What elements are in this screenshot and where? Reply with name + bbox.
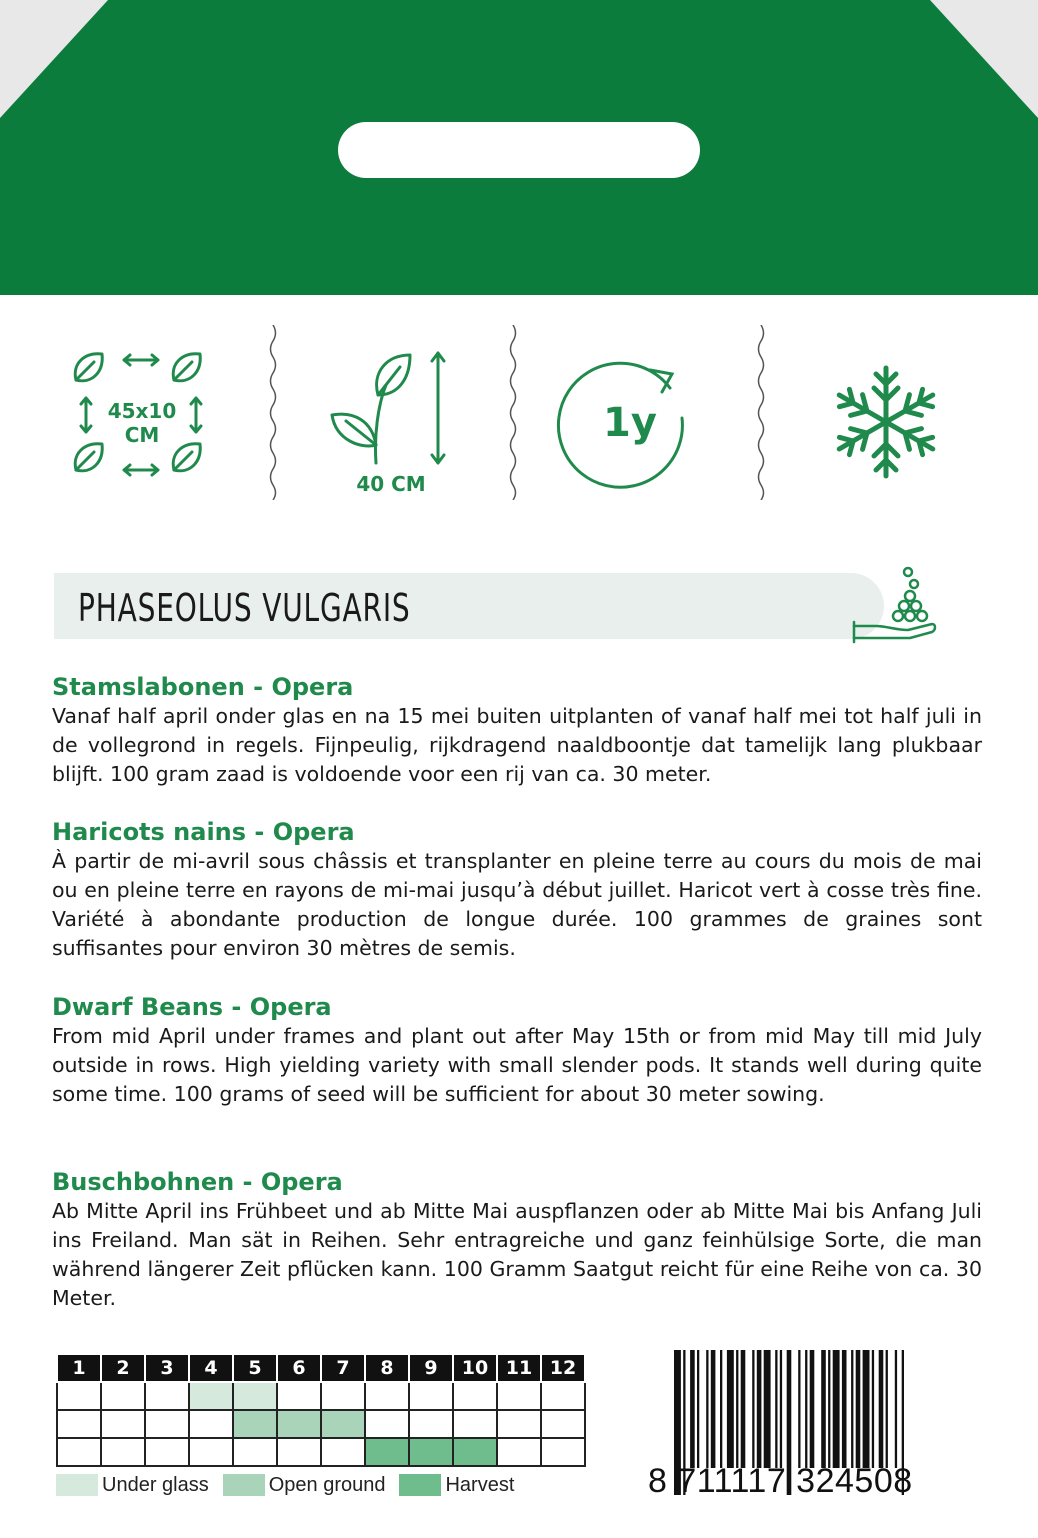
section-text: Ab Mitte April ins Frühbeet und ab Mitte Mai auspflanzen oder ab Mitte Mai bis Anfang Juli ins Freiland. Man sät in Reihen. Sehr entragreiche und ganz feinhülsige Sorte, die man während längerer Zeit pflücken kann. 100 Gramm Saatgut reicht für eine Reihe von ca. 30 Meter.: [52, 1199, 982, 1310]
month-cell: 1: [57, 1354, 101, 1382]
calendar-cell: [233, 1382, 277, 1410]
month-cell: 12: [541, 1354, 585, 1382]
section-title: Dwarf Beans - Opera: [52, 993, 332, 1021]
calendar-cell: [189, 1382, 233, 1410]
calendar-cell: [145, 1382, 189, 1410]
month-cell: 9: [409, 1354, 453, 1382]
calendar-cell: [57, 1410, 101, 1438]
calendar-cell: [277, 1438, 321, 1466]
legend-label: Under glass: [102, 1473, 209, 1496]
calendar-cell: [277, 1410, 321, 1438]
section-title: Haricots nains - Opera: [52, 818, 355, 846]
barcode-bar: [780, 1350, 782, 1468]
month-cell: 8: [365, 1354, 409, 1382]
calendar-cell: [145, 1410, 189, 1438]
calendar-cell: [409, 1382, 453, 1410]
legend-under-glass: [56, 1474, 209, 1497]
barcode-bar: [697, 1350, 699, 1468]
calendar-cell: [277, 1382, 321, 1410]
calendar-cell: [365, 1438, 409, 1466]
section-text: Vanaf half april onder glas en na 15 mei buiten uitplanten of vanaf half mei tot half juli in de vollegrond in regels. Fijnpeulig, rijkdragend naaldboontje dat tamelijk lang plukbaar blijft. 100 gram zaad is voldoende voor een rij van ca. 30 meter.: [52, 704, 982, 786]
month-cell: 4: [189, 1354, 233, 1382]
calendar-cell: [409, 1410, 453, 1438]
month-cell: 10: [453, 1354, 497, 1382]
barcode-bar: [833, 1350, 840, 1468]
barcode-bar: [757, 1350, 762, 1468]
calendar-cell: [145, 1438, 189, 1466]
barcode-bar: [895, 1350, 897, 1468]
section-title: Buschbohnen - Opera: [52, 1168, 343, 1196]
barcode-bar: [856, 1350, 861, 1468]
calendar-row-harvest: [57, 1438, 585, 1466]
month-cell: 5: [233, 1354, 277, 1382]
barcode-bar: [727, 1350, 734, 1468]
barcode-number: 8 711117 324508: [648, 1462, 913, 1500]
calendar-row-open-ground: [57, 1410, 585, 1438]
calendar-cell: [101, 1410, 145, 1438]
legend-label: Open ground: [268, 1473, 386, 1496]
legend-swatch: [399, 1474, 441, 1496]
calendar-cell: [101, 1382, 145, 1410]
plant-height-label: 40 CM: [356, 472, 426, 496]
calendar-cell: [365, 1382, 409, 1410]
section-de: [52, 1167, 982, 1313]
barcode-bar: [706, 1350, 708, 1468]
calendar-cell: [453, 1410, 497, 1438]
calendar-cell: [365, 1410, 409, 1438]
section-en: [52, 992, 982, 1109]
separator: [756, 325, 766, 500]
barcode-bar: [828, 1350, 830, 1468]
barcode-bar: [886, 1350, 888, 1468]
barcode-bar: [711, 1350, 716, 1468]
legend-label: Harvest: [445, 1473, 515, 1496]
month-cell: 7: [321, 1354, 365, 1382]
month-cell: 2: [101, 1354, 145, 1382]
calendar-cell: [409, 1438, 453, 1466]
barcode-bar: [775, 1350, 777, 1468]
barcode-bar: [879, 1350, 884, 1468]
calendar-cell: [233, 1438, 277, 1466]
section-text: À partir de mi-avril sous châssis et transplanter en pleine terre au cours du mois de mai ou en pleine terre en rayons de mi-mai jusqu’à début juillet. Haricot vert à cosse très fine. Variété à abondante production de longue durée. 100 grammes de graines sont suffisantes pour environ 30 mètres de semis.: [52, 849, 982, 960]
barcode-bar: [798, 1350, 800, 1468]
barcode-bar: [810, 1350, 815, 1468]
calendar-cell: [57, 1438, 101, 1466]
calendar-cell: [189, 1410, 233, 1438]
barcode-bar: [690, 1350, 695, 1468]
section-fr: [52, 817, 982, 963]
sowing-calendar: [56, 1353, 586, 1467]
calendar-cell: [541, 1438, 585, 1466]
barcode-bar: [741, 1350, 746, 1468]
calendar-cell: [101, 1438, 145, 1466]
calendar-row-under-glass: [57, 1382, 585, 1410]
calendar-cell: [541, 1382, 585, 1410]
barcode-bar: [752, 1350, 754, 1468]
spacing-label-line2: CM: [124, 423, 160, 447]
legend-swatch: [223, 1474, 265, 1496]
seed-hand-icon: [848, 562, 938, 644]
calendar-cell: [189, 1438, 233, 1466]
barcode-bar: [863, 1350, 870, 1468]
separator: [508, 325, 518, 500]
separator: [268, 325, 278, 500]
legend-swatch: [56, 1474, 98, 1496]
calendar-cell: [497, 1410, 541, 1438]
barcode-bar: [851, 1350, 853, 1468]
calendar-cell: [497, 1382, 541, 1410]
plant-height-icon: [326, 345, 456, 475]
calendar-cell: [321, 1410, 365, 1438]
barcode-bar: [821, 1350, 826, 1468]
calendar-cell: [497, 1438, 541, 1466]
barcode-bar: [805, 1350, 807, 1468]
calendar-cell: [541, 1410, 585, 1438]
barcode-bar: [872, 1350, 874, 1468]
month-cell: 3: [145, 1354, 189, 1382]
barcode-bar: [736, 1350, 738, 1468]
spacing-label-line1: 45x10: [107, 399, 177, 423]
section-nl: [52, 672, 982, 789]
legend-harvest: [399, 1474, 514, 1497]
calendar-month-row: [57, 1354, 585, 1382]
calendar-cell: [57, 1382, 101, 1410]
calendar-cell: [453, 1382, 497, 1410]
latin-name: PHASEOLUS VULGARIS: [78, 586, 411, 630]
barcode-bar: [842, 1350, 847, 1468]
snowflake-icon: [828, 362, 944, 482]
calendar-legend: [56, 1472, 528, 1498]
barcode-bar: [720, 1350, 722, 1468]
month-cell: 11: [497, 1354, 541, 1382]
barcode-bar: [764, 1350, 771, 1468]
calendar-cell: [453, 1438, 497, 1466]
calendar-cell: [233, 1410, 277, 1438]
annual-cycle-label: 1y: [603, 400, 657, 446]
section-title: Stamslabonen - Opera: [52, 673, 354, 701]
legend-open-ground: [223, 1474, 386, 1497]
calendar-cell: [321, 1438, 365, 1466]
section-text: From mid April under frames and plant out after May 15th or from mid May till mid July outside in rows. High yielding variety with small slender pods. It stands well during quite some time. 100 grams of seed will be sufficient for about 30 meter sowing.: [52, 1024, 982, 1106]
hang-hole: [338, 122, 700, 178]
month-cell: 6: [277, 1354, 321, 1382]
calendar-cell: [321, 1382, 365, 1410]
